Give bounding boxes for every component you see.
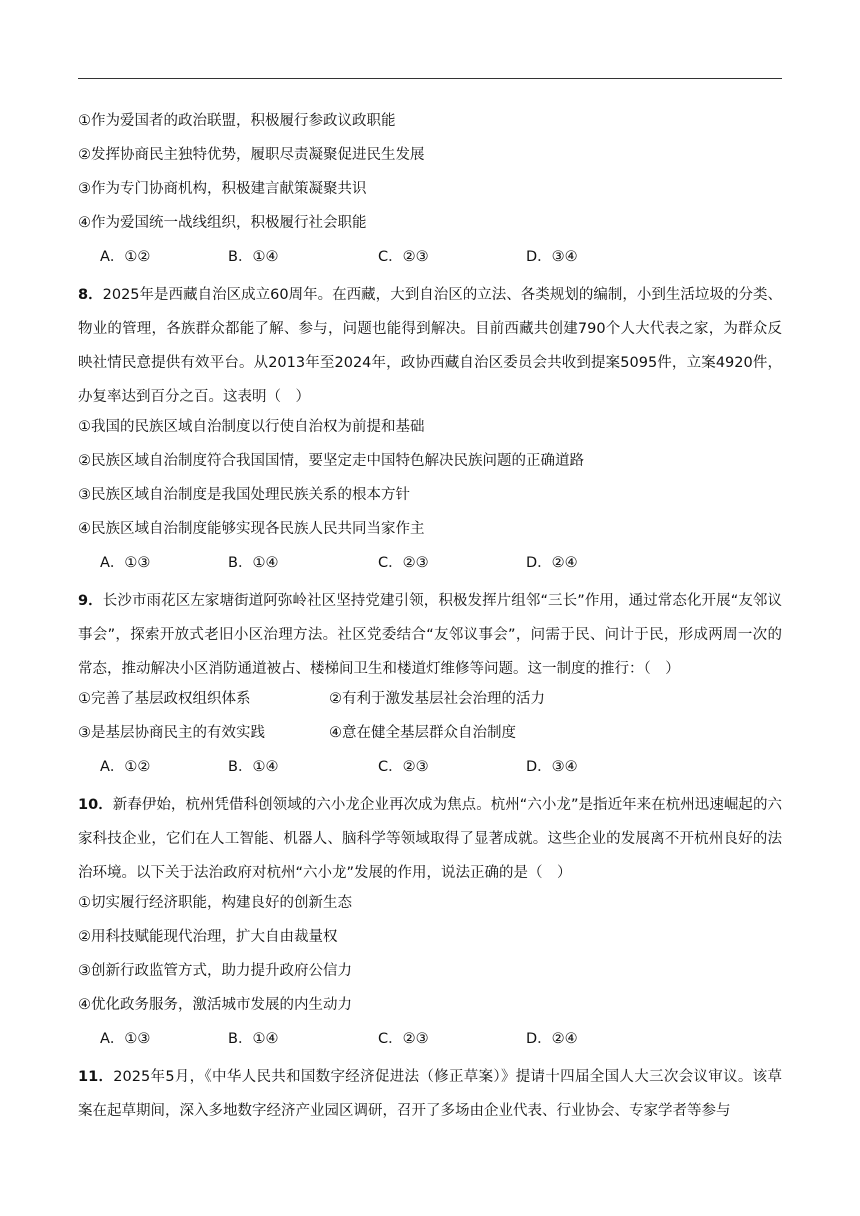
exam-page-content [78, 108, 782, 1128]
q7-options [78, 244, 782, 278]
question-11 [78, 1060, 782, 1128]
question-10 [78, 788, 782, 1060]
q10-option-a[interactable]: A．①③ [100, 1031, 151, 1047]
q11-number: 11． [78, 1069, 114, 1085]
q10-option-d[interactable]: D．②④ [526, 1031, 578, 1047]
q9-stem [78, 584, 782, 686]
q8-option-d[interactable]: D．②④ [526, 555, 578, 571]
question-8 [78, 278, 782, 584]
q7-option-c[interactable]: C．②③ [378, 249, 429, 265]
q10-item-1: ①切实履行经济职能，构建良好的创新生态 [78, 895, 352, 911]
q8-number: 8． [78, 287, 103, 303]
q9-item-2: ②有利于激发基层社会治理的活力 [329, 691, 545, 707]
q10-option-b[interactable]: B．①④ [228, 1031, 279, 1047]
q8-stem-text: 2025年是西藏自治区成立60周年。在西藏，大到自治区的立法、各类规划的编制，小到生活垃圾的分类、物业的管理，各族群众都能了解、参与，问题也能得到解决。目前西藏共创建790个人大代表之家，为群众反映社情民意提供有效平台。从2013年至2024年，政协西藏自治区委员会共收到提案5095件，立案4920件，办复率达到百分之百。这表明（ ） [78, 287, 782, 405]
q8-option-b[interactable]: B．①④ [228, 555, 279, 571]
q8-item-2: ②民族区域自治制度符合我国国情，要坚定走中国特色解决民族问题的正确道路 [78, 453, 584, 469]
q9-stem-text: 长沙市雨花区左家塘街道阿弥岭社区坚持党建引领，积极发挥片组邻“三长”作用，通过常态化开展“友邻议事会”，探索开放式老旧小区治理方法。社区党委结合“友邻议事会”，问需于民、问计于民，形成两周一次的常态，推动解决小区消防通道被占、楼梯间卫生和楼道灯维修等问题。这一制度的推行：（ ） [78, 593, 782, 677]
q9-items-row-1 [78, 686, 782, 720]
q9-option-a[interactable]: A．①② [100, 759, 151, 775]
q7-item-2: ②发挥协商民主独特优势，履职尽责凝聚促进民生发展 [78, 147, 425, 163]
q9-option-b[interactable]: B．①④ [228, 759, 279, 775]
q9-option-c[interactable]: C．②③ [378, 759, 429, 775]
q7-item-4: ④作为爱国统一战线组织，积极履行社会职能 [78, 215, 367, 231]
q8-option-c[interactable]: C．②③ [378, 555, 429, 571]
q8-options [78, 550, 782, 584]
q8-option-a[interactable]: A．①③ [100, 555, 151, 571]
q7-item-3: ③作为专门协商机构，积极建言献策凝聚共识 [78, 181, 367, 197]
q10-stem [78, 788, 782, 890]
q7-option-d[interactable]: D．③④ [526, 249, 578, 265]
q9-options [78, 754, 782, 788]
q10-stem-text: 新春伊始，杭州凭借科创领域的六小龙企业再次成为焦点。杭州“六小龙”是指近年来在杭州迅速崛起的六家科技企业，它们在人工智能、机器人、脑科学等领域取得了显著成就。这些企业的发展离不开杭州良好的法治环境。以下关于法治政府对杭州“六小龙”发展的作用，说法正确的是（ ） [78, 797, 782, 881]
q9-items-row-2 [78, 720, 782, 754]
q9-number: 9． [78, 593, 103, 609]
q7-option-b[interactable]: B．①④ [228, 249, 279, 265]
q9-option-d[interactable]: D．③④ [526, 759, 578, 775]
q8-item-1: ①我国的民族区域自治制度以行使自治权为前提和基础 [78, 419, 425, 435]
q10-item-4: ④优化政务服务，激活城市发展的内生动力 [78, 997, 352, 1013]
q9-item-4: ④意在健全基层群众自治制度 [329, 725, 516, 741]
q8-item-3: ③民族区域自治制度是我国处理民族关系的根本方针 [78, 487, 410, 503]
q10-number: 10． [78, 797, 113, 813]
q11-stem-text: 2025年5月，《中华人民共和国数字经济促进法（修正草案）》提请十四届全国人大三次会议审议。该草案在起草期间，深入多地数字经济产业园区调研，召开了多场由企业代表、行业协会、专家学者等参与 [78, 1069, 782, 1119]
q8-item-4: ④民族区域自治制度能够实现各民族人民共同当家作主 [78, 521, 425, 537]
header-rule [78, 78, 782, 79]
q9-item-1: ①完善了基层政权组织体系 [78, 691, 251, 707]
q7-option-a[interactable]: A．①② [100, 249, 151, 265]
q10-option-c[interactable]: C．②③ [378, 1031, 429, 1047]
q7-item-1: ①作为爱国者的政治联盟，积极履行参政议政职能 [78, 113, 396, 129]
q10-item-2: ②用科技赋能现代治理，扩大自由裁量权 [78, 929, 338, 945]
question-9 [78, 584, 782, 788]
q9-item-3: ③是基层协商民主的有效实践 [78, 725, 265, 741]
q8-stem [78, 278, 782, 414]
question-7-tail [78, 108, 782, 278]
q10-options [78, 1026, 782, 1060]
q10-item-3: ③创新行政监管方式，助力提升政府公信力 [78, 963, 352, 979]
q11-stem [78, 1060, 782, 1128]
